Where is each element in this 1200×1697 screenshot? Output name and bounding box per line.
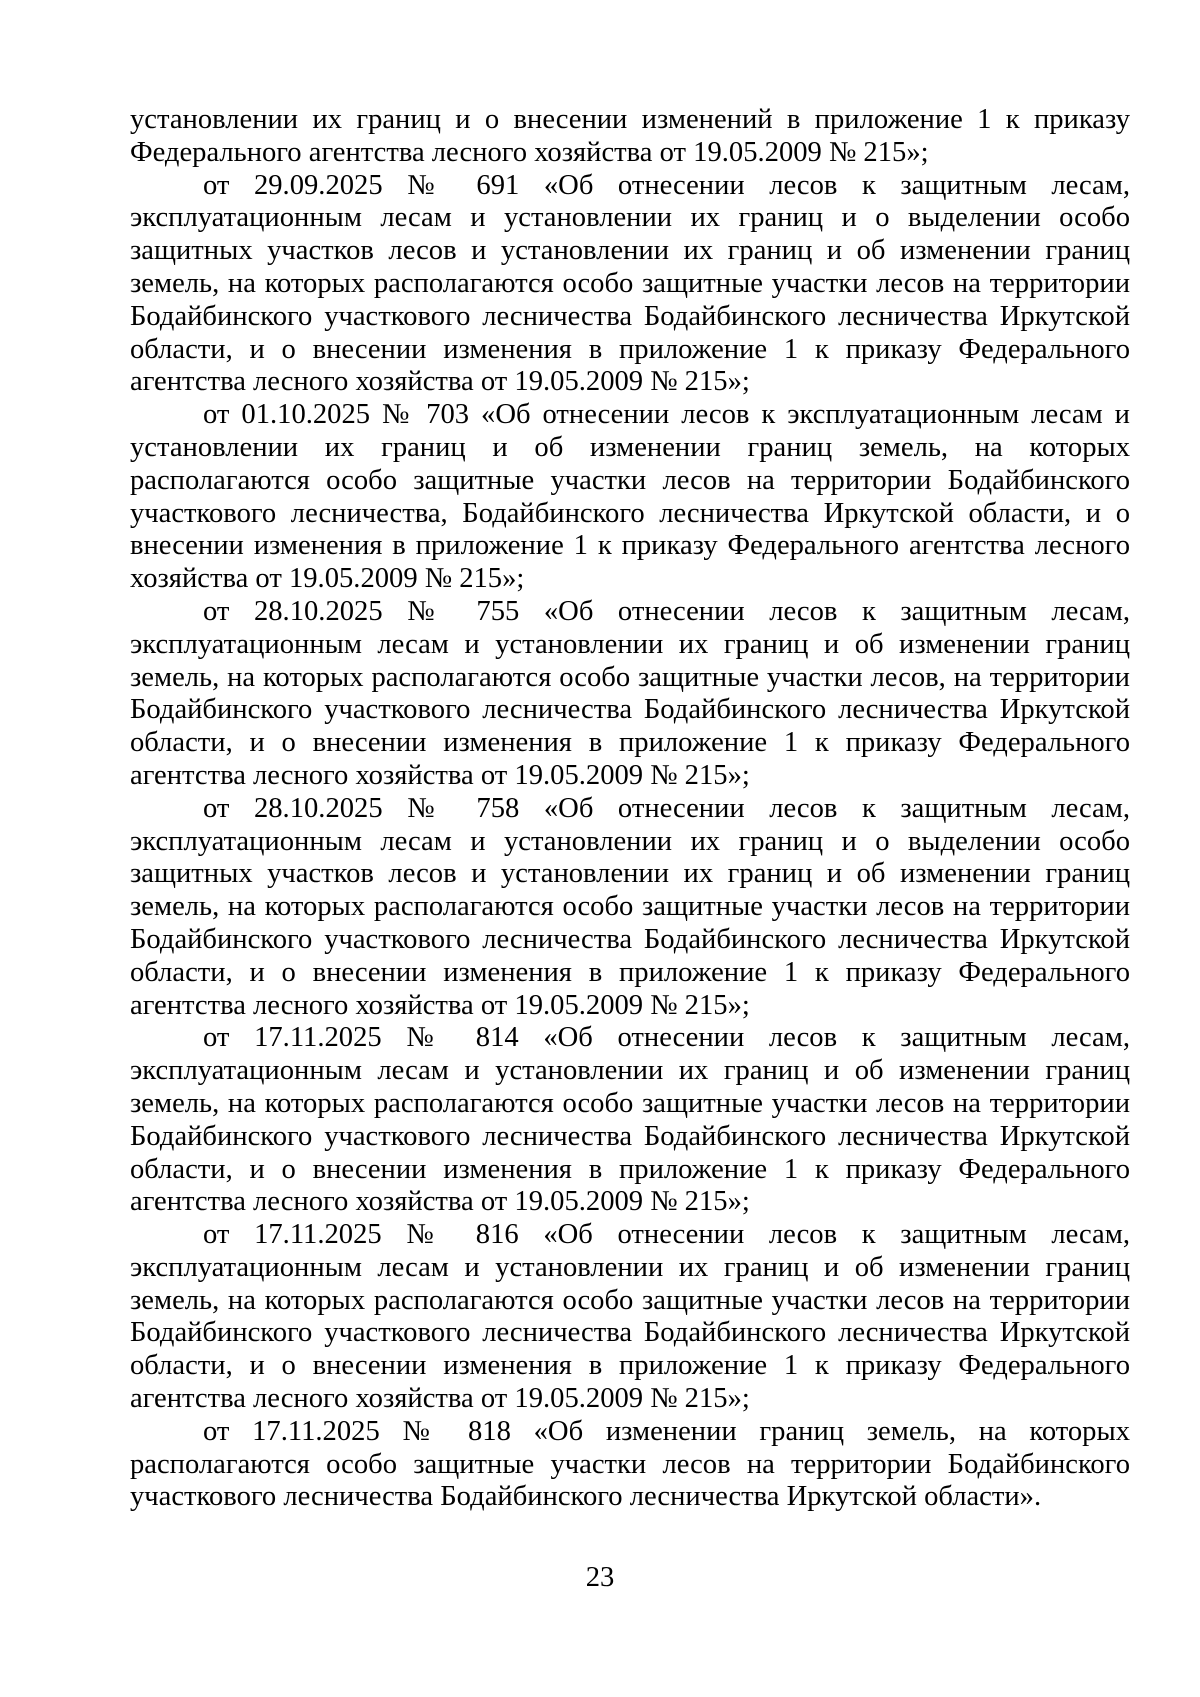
paragraph-continuation: установлении их границ и о внесении изменений в приложение 1 к приказу Федерального агентства лесного хозяйства от 19.05.2009 № 215»; — [130, 104, 1130, 168]
paragraph-order-691: от 29.09.2025 № 691 «Об отнесении лесов к защитным лесам, эксплуатационным лесам и установлении их границ и о выделении особо защитных участков лесов и установлении их границ и об изменении границ земель, на которых располагаются особо защитные участки лесов на территории Бодайбинского участкового лесничества Бодайбинского лесничества Иркутской области, и о внесении изменения в приложение 1 к приказу Федерального агентства лесного хозяйства от 19.05.2009 № 215»; — [130, 169, 1130, 398]
page-number: 23 — [585, 1562, 615, 1593]
paragraph-order-758: от 28.10.2025 № 758 «Об отнесении лесов к защитным лесам, эксплуатационным лесам и установлении их границ и о выделении особо защитных участков лесов и установлении их границ и об изменении границ земель, на которых располагаются особо защитные участки лесов на территории Бодайбинского участкового лесничества Бодайбинского лесничества Иркутской области, и о внесении изменения в приложение 1 к приказу Федерального агентства лесного хозяйства от 19.05.2009 № 215»; — [130, 792, 1130, 1021]
paragraph-order-818: от 17.11.2025 № 818 «Об изменении границ земель, на которых располагаются особо защитные участки лесов на территории Бодайбинского участкового лесничества Бодайбинского лесничества Иркутской области». — [130, 1415, 1130, 1513]
paragraph-order-703: от 01.10.2025 № 703 «Об отнесении лесов к эксплуатационным лесам и установлении их границ и об изменении границ земель, на которых располагаются особо защитные участки лесов на территории Бодайбинского участкового лесничества, Бодайбинского лесничества Иркутской области, и о внесении изменения в приложение 1 к приказу Федерального агентства лесного хозяйства от 19.05.2009 № 215»; — [130, 399, 1130, 595]
document-body — [130, 104, 1130, 1514]
paragraph-order-816: от 17.11.2025 № 816 «Об отнесении лесов к защитным лесам, эксплуатационным лесам и установлении их границ и об изменении границ земель, на которых располагаются особо защитные участки лесов на территории Бодайбинского участкового лесничества Бодайбинского лесничества Иркутской области, и о внесении изменения в приложение 1 к приказу Федерального агентства лесного хозяйства от 19.05.2009 № 215»; — [130, 1219, 1130, 1415]
paragraph-order-814: от 17.11.2025 № 814 «Об отнесении лесов к защитным лесам, эксплуатационным лесам и установлении их границ и об изменении границ земель, на которых располагаются особо защитные участки лесов на территории Бодайбинского участкового лесничества Бодайбинского лесничества Иркутской области, и о внесении изменения в приложение 1 к приказу Федерального агентства лесного хозяйства от 19.05.2009 № 215»; — [130, 1022, 1130, 1218]
paragraph-order-755: от 28.10.2025 № 755 «Об отнесении лесов к защитным лесам, эксплуатационным лесам и установлении их границ и об изменении границ земель, на которых располагаются особо защитные участки лесов, на территории Бодайбинского участкового лесничества Бодайбинского лесничества Иркутской области, и о внесении изменения в приложение 1 к приказу Федерального агентства лесного хозяйства от 19.05.2009 № 215»; — [130, 595, 1130, 791]
